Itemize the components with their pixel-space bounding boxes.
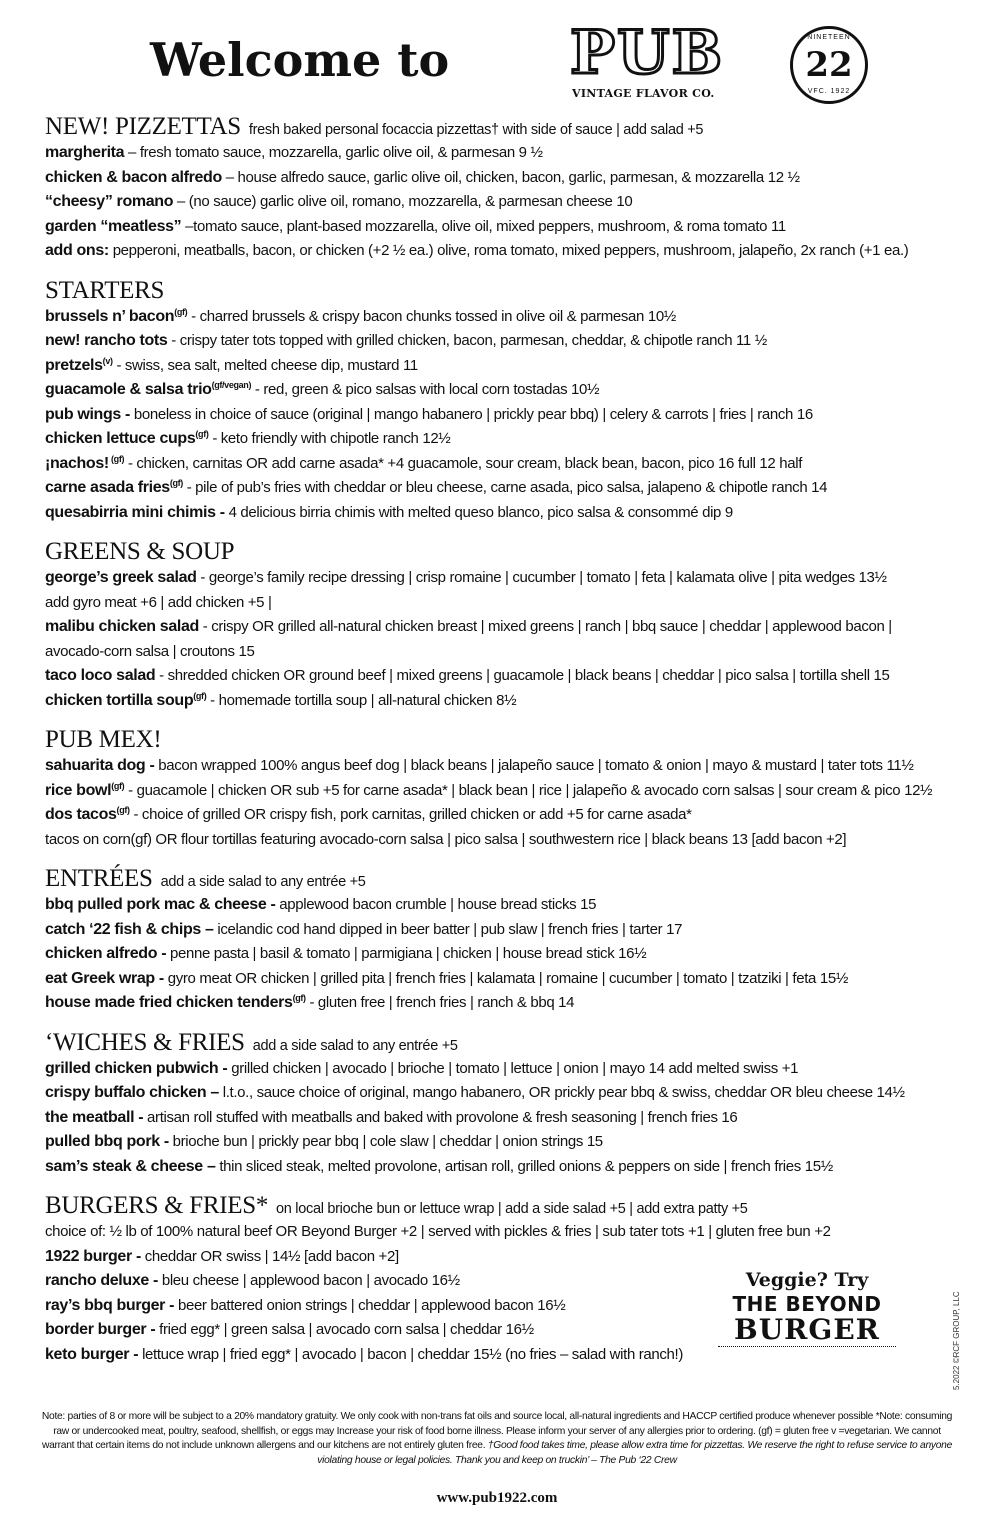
item-diet-tag: (gf/vegan): [211, 380, 252, 390]
menu-item: [45, 378, 955, 403]
item-description: - charred brussels & crispy bacon chunks tossed in olive oil & parmesan 10½: [187, 307, 676, 325]
item-name: margherita: [45, 144, 125, 161]
item-name: crispy buffalo chicken –: [45, 1084, 219, 1101]
item-name: george’s greek salad: [45, 569, 197, 586]
notes-main: Note: parties of 8 or more will be subject to a 20% mandatory gratuity. We only cook with non-trans fat oils and source local, all-natural ingredients and HACCP certified produce whenever possible *Note: consuming raw or undercooked meat, poultry, seafood, shellfish, or eggs may Increase your risk of food borne illness. Please inform your server of any allergies prior to ordering. (gf) = gluten free v =vegetarian. We cannot warrant that certain items do not include unknown allergens and our kitchens are not entirely gluten free.: [41, 1411, 953, 1451]
menu-item: [45, 566, 955, 591]
item-description: fried egg* | green salsa | avocado corn salsa | cheddar 16½: [155, 1321, 534, 1338]
menu-item: [45, 215, 955, 240]
menu-item: [45, 754, 955, 779]
item-name: ray’s bbq burger -: [45, 1296, 175, 1314]
item-name: pulled bbq pork -: [45, 1133, 169, 1150]
menu-item: [45, 1106, 955, 1131]
seal-bottom-text: VFC. 1922: [807, 88, 851, 95]
item-description: - shredded chicken OR ground beef | mixed greens | guacamole | black beans | cheddar | pico salsa | tortilla shell 15: [155, 667, 890, 684]
item-description: applewood bacon crumble | house bread sticks 15: [275, 896, 597, 913]
item-name: sahuarita dog -: [45, 757, 155, 774]
item-name: bbq pulled pork mac & cheese -: [45, 896, 276, 913]
item-description: gyro meat OR chicken | grilled pita | french fries | kalamata | romaine | cucumber | tomato | tzatziki | feta 15½: [163, 969, 848, 987]
section-header: [45, 1192, 955, 1220]
item-description: - george’s family recipe dressing | crisp romaine | cucumber | tomato | feta | kalamata olive | pita wedges 13½: [196, 569, 887, 586]
item-diet-tag: (v): [102, 355, 113, 366]
item-name: sam’s steak & cheese –: [45, 1157, 216, 1175]
item-name: malibu chicken salad: [45, 618, 199, 635]
menu-item: [45, 591, 955, 616]
section-title: ‘WICHES & FRIES: [45, 1028, 245, 1056]
menu-item: [45, 967, 955, 992]
menu-section: [45, 277, 955, 526]
section-header: [45, 865, 955, 893]
item-description: choice of: ½ lb of 100% natural beef OR Beyond Burger +2 | served with pickles & fries | sub tater tots +1 | gluten free bun +2: [45, 1223, 831, 1240]
logo-title: [150, 20, 880, 110]
menu-item: [45, 1130, 955, 1155]
item-diet-tag: (gf): [108, 453, 125, 464]
section-header: [45, 726, 955, 754]
menu-item: [45, 689, 955, 714]
item-description: - crispy tater tots topped with grilled chicken, bacon, parmesan, cheddar, & chipotle ranch 11 ½: [167, 332, 767, 349]
section-title: GREENS & SOUP: [45, 538, 235, 565]
menu-item: [45, 615, 955, 640]
item-description: tacos on corn(gf) OR flour tortillas featuring avocado-corn salsa | pico salsa | southwestern rice | black beans 13 [add bacon +2]: [45, 830, 847, 848]
item-name: brussels n’ bacon: [45, 307, 175, 325]
menu-item: [45, 427, 955, 452]
item-description: – house alfredo sauce, garlic olive oil, chicken, bacon, garlic, parmesan, & mozzarella 12 ½: [221, 168, 800, 186]
item-description: l.t.o., sauce choice of original, mango habanero, OR prickly pear bbq & swiss, cheddar OR bleu cheese 14½: [218, 1084, 905, 1101]
menu-sections: [45, 113, 955, 1367]
beyond-name-text: THE BEYOND: [732, 1292, 882, 1316]
menu-item: [45, 305, 955, 330]
item-name: 1922 burger -: [45, 1247, 141, 1265]
item-name: chicken alfredo -: [45, 945, 167, 962]
menu-item: [45, 329, 955, 354]
menu-item: [45, 239, 955, 264]
section-subtitle: add a side salad to any entrée +5: [252, 1037, 458, 1054]
item-name: grilled chicken pubwich -: [45, 1059, 228, 1077]
menu-item: [45, 501, 955, 526]
seal-number: 22: [805, 45, 853, 85]
item-description: bleu cheese | applewood bacon | avocado 16½: [158, 1272, 460, 1289]
seal-top-text: NINETEEN: [807, 34, 851, 41]
item-description: - gluten free | french fries | ranch & bbq 14: [305, 994, 575, 1011]
section-subtitle: fresh baked personal focaccia pizzettas† with side of sauce | add salad +5: [248, 122, 704, 138]
pub-logo-text: PUB: [570, 18, 725, 88]
item-description: boneless in choice of sauce (original | mango habanero | prickly pear bbq) | celery & carrots | fries | ranch 16: [130, 405, 813, 423]
item-description: brioche bun | prickly pear bbq | cole slaw | cheddar | onion strings 15: [168, 1133, 603, 1150]
section-title: NEW! PIZZETTAS: [45, 113, 241, 140]
item-name: the meatball -: [45, 1108, 144, 1126]
menu-item: [45, 640, 955, 665]
item-diet-tag: (gf): [292, 993, 306, 1003]
item-description: lettuce wrap | fried egg* | avocado | bacon | cheddar 15½ (no fries – salad with ranch!): [138, 1345, 684, 1363]
menu-section: [45, 726, 955, 852]
item-description: - pile of pub’s fries with cheddar or bleu cheese, carne asada, pico salsa, jalapeno & chipotle ranch 14: [182, 479, 828, 496]
section-header: [45, 1029, 955, 1057]
item-name: chicken & bacon alfredo: [45, 168, 222, 186]
item-description: add gyro meat +6 | add chicken +5 |: [45, 593, 272, 611]
item-description: avocado-corn salsa | croutons 15: [45, 642, 255, 660]
menu-item: [45, 1220, 955, 1245]
menu-item: [45, 991, 955, 1016]
website-link[interactable]: www.pub1922.com: [436, 1490, 558, 1506]
item-name: catch ‘22 fish & chips –: [45, 920, 214, 938]
item-name: garden “meatless”: [45, 217, 182, 235]
menu-section: [45, 113, 955, 264]
item-description: icelandic cod hand dipped in beer batter | pub slaw | french fries | tarter 17: [213, 920, 683, 938]
item-name: pub wings -: [45, 405, 131, 423]
section-subtitle: on local brioche bun or lettuce wrap | add a side salad +5 | add extra patty +5: [276, 1201, 748, 1217]
menu-item: [45, 1081, 955, 1106]
item-description: – (no sauce) garlic olive oil, romano, mozzarella, & parmesan cheese 10: [173, 193, 633, 210]
item-description: beer battered onion strings | cheddar | applewood bacon 16½: [174, 1296, 566, 1314]
menu-section: [45, 538, 955, 713]
notes-italic: †Good food takes time, please allow extra time for pizzettas. We reserve the right to refuse service to anyone violating house or legal policies. Thank you and keep on truckin’ – The Pub ‘22 Crew: [317, 1440, 952, 1466]
item-name: dos tacos: [45, 806, 117, 823]
menu-item: [45, 828, 955, 853]
menu-item: [45, 664, 955, 689]
menu-item: [45, 141, 955, 166]
vintage-flavor-text: VINTAGE FLAVOR CO.: [572, 87, 715, 100]
item-diet-tag: (gf): [174, 306, 188, 317]
menu-item: [45, 190, 955, 215]
beyond-burger-ad: [714, 1268, 900, 1347]
item-name: house made fried chicken tenders: [45, 994, 293, 1011]
item-description: bacon wrapped 100% angus beef dog | black beans | jalapeño sauce | tomato & onion | mayo & mustard | tater tots 11½: [154, 757, 914, 774]
item-description: thin sliced steak, melted provolone, artisan roll, grilled onions & peppers on side | french fries 15½: [215, 1157, 833, 1175]
item-description: - guacamole | chicken OR sub +5 for carne asada* | black bean | rice | jalapeño & avocado corn salsas | sour cream & pico 12½: [124, 781, 933, 799]
menu-section: [45, 1029, 955, 1180]
footer-notes: [40, 1410, 954, 1468]
item-diet-tag: (gf): [169, 478, 183, 488]
section-title: STARTERS: [45, 276, 165, 304]
menu-item: [45, 476, 955, 501]
item-description: - keto friendly with chipotle ranch 12½: [208, 430, 451, 447]
item-description: grilled chicken | avocado | brioche | tomato | lettuce | onion | mayo 14 add melted swiss +1: [227, 1059, 799, 1077]
item-name: border burger -: [45, 1321, 156, 1338]
item-diet-tag: (gf): [111, 780, 125, 791]
menu-item: [45, 452, 955, 477]
item-description: 4 delicious birria chimis with melted queso blanco, pico salsa & consommé dip 9: [224, 503, 733, 521]
section-header: [45, 538, 955, 566]
item-description: – fresh tomato sauce, mozzarella, garlic olive oil, & parmesan 9 ½: [124, 144, 543, 161]
menu-item: [45, 918, 955, 943]
item-name: ¡nachos!: [45, 454, 109, 472]
section-title: PUB MEX!: [45, 726, 162, 753]
menu-item: [45, 1155, 955, 1180]
item-name: add ons:: [45, 242, 109, 259]
item-description: - choice of grilled OR crispy fish, pork carnitas, grilled chicken or add +5 for carne asada*: [129, 806, 692, 823]
menu-item: [45, 1057, 955, 1082]
item-name: chicken lettuce cups: [45, 430, 196, 447]
divider: [718, 1346, 896, 1347]
section-title: ENTRÉES: [45, 865, 153, 892]
menu-item: [45, 779, 955, 804]
menu-item: [45, 166, 955, 191]
item-diet-tag: (gf): [195, 429, 209, 439]
item-name: quesabirria mini chimis -: [45, 503, 225, 521]
item-diet-tag: (gf): [116, 805, 130, 815]
item-name: keto burger -: [45, 1345, 139, 1363]
menu-section: [45, 865, 955, 1016]
item-name: new! rancho tots: [45, 332, 168, 349]
item-name: rice bowl: [45, 781, 112, 799]
item-description: - swiss, sea salt, melted cheese dip, mustard 11: [112, 356, 418, 374]
section-subtitle: add a side salad to any entrée +5: [160, 874, 366, 890]
welcome-text: Welcome to: [150, 33, 450, 87]
item-description: - homemade tortilla soup | all-natural chicken 8½: [206, 691, 517, 709]
item-diet-tag: (gf): [193, 690, 207, 701]
menu-item: [45, 1245, 955, 1270]
section-title: BURGERS & FRIES*: [45, 1192, 269, 1219]
item-name: pretzels: [45, 356, 103, 374]
item-name: eat Greek wrap -: [45, 969, 164, 987]
menu-item: [45, 354, 955, 379]
item-name: rancho deluxe -: [45, 1272, 159, 1289]
section-header: [45, 277, 955, 305]
item-description: artisan roll stuffed with meatballs and baked with provolone & fresh seasoning | french fries 16: [143, 1108, 738, 1126]
item-description: penne pasta | basil & tomato | parmigiana | chicken | house bread stick 16½: [166, 945, 647, 962]
item-description: - crispy OR grilled all-natural chicken breast | mixed greens | ranch | bbq sauce | cheddar | applewood bacon |: [198, 618, 892, 635]
section-header: [45, 113, 955, 141]
item-description: pepperoni, meatballs, bacon, or chicken (+2 ½ ea.) olive, roma tomato, mixed peppers, mushroom, jalapeño, 2x ranch (+1 ea.): [108, 242, 909, 259]
item-name: guacamole & salsa trio: [45, 381, 212, 398]
copyright-text: 5.2022 ©RCF GROUP, LLC: [952, 1291, 961, 1390]
item-description: cheddar OR swiss | 14½ [add bacon +2]: [140, 1247, 399, 1265]
item-name: “cheesy” romano: [45, 193, 174, 210]
item-name: chicken tortilla soup: [45, 691, 194, 709]
item-description: - red, green & pico salsas with local corn tostadas 10½: [251, 381, 600, 398]
beyond-veggie-text: Veggie? Try: [745, 1269, 869, 1291]
item-description: –tomato sauce, plant-based mozzarella, olive oil, mixed peppers, mushroom, & roma tomato 11: [181, 217, 786, 235]
beyond-burger-text: BURGER: [734, 1313, 880, 1346]
seal-logo: [790, 26, 868, 104]
menu-item: [45, 803, 955, 828]
menu-item: [45, 893, 955, 918]
item-name: carne asada fries: [45, 479, 170, 496]
menu-item: [45, 942, 955, 967]
item-name: taco loco salad: [45, 667, 156, 684]
menu-item: [45, 403, 955, 428]
item-description: - chicken, carnitas OR add carne asada* +4 guacamole, sour cream, black bean, bacon, pico 16 full 12 half: [124, 454, 803, 472]
